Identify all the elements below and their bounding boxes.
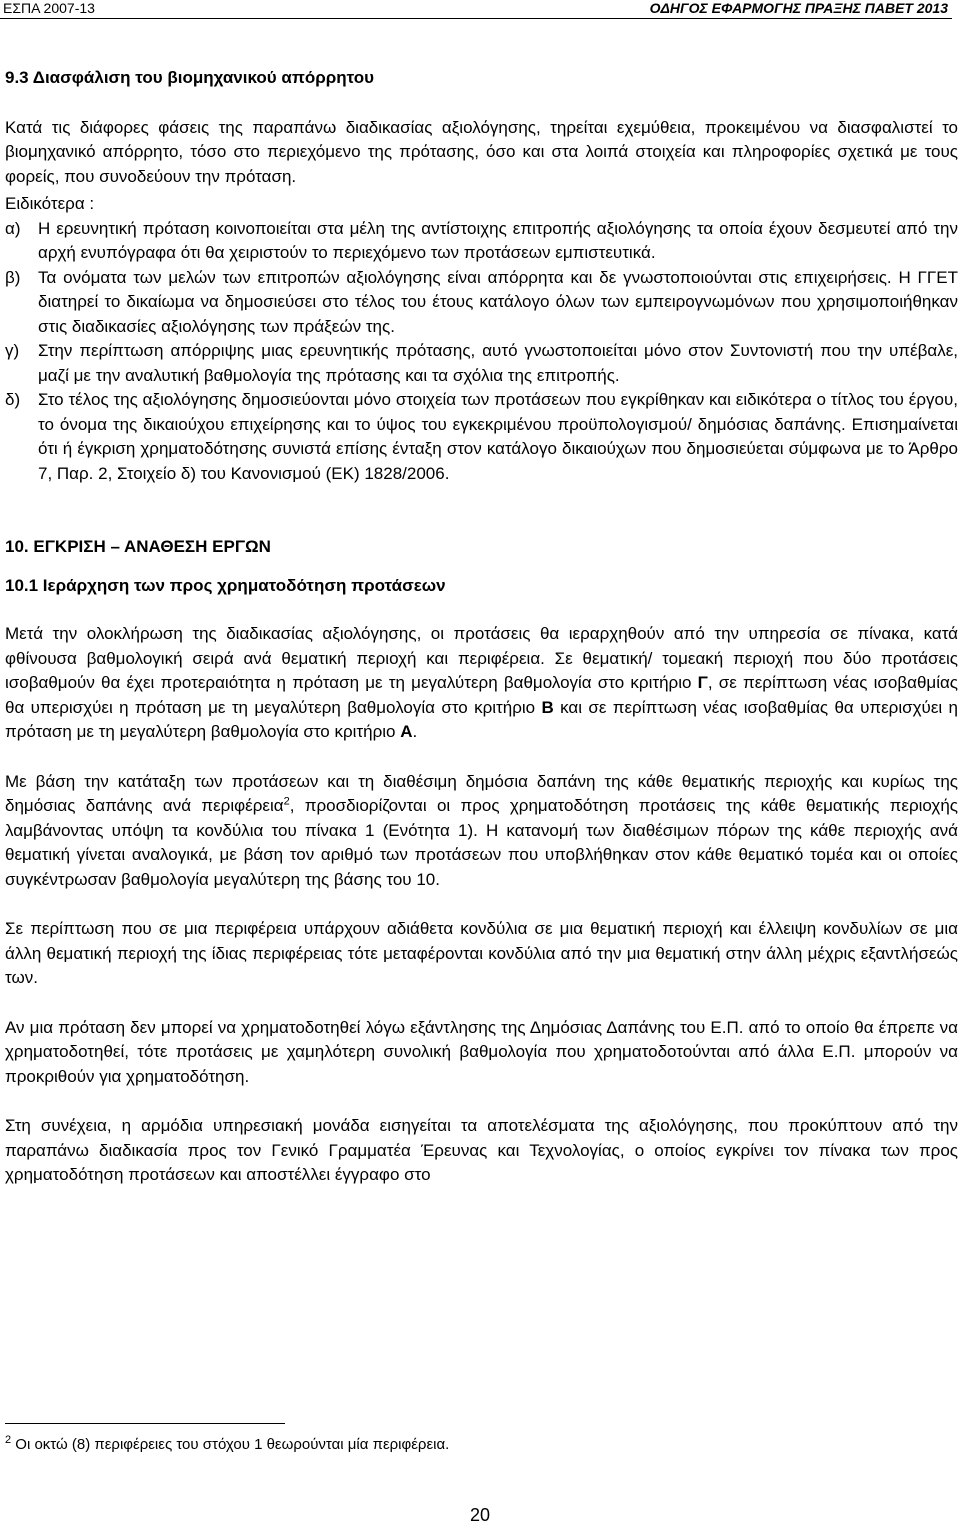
ranking-text-d: . [412, 722, 418, 741]
header-rule [0, 18, 952, 19]
footnote-number: 2 [5, 1434, 12, 1446]
footnote [5, 1436, 449, 1453]
criterion-a: Α [400, 722, 413, 741]
list-item [5, 217, 958, 266]
ranking-text-c: και σε περίπτωση νέας ισοβαθμίας θα υπερισχύει η πρόταση με τη μεγαλύτερη βαθμολογία στο κριτήριο [5, 697, 958, 741]
ranking-text-a: Μετά την ολοκλήρωση της διαδικασίας αξιολόγησης, οι προτάσεις θα ιεραρχηθούν από την υπηρεσία σε πίνακα, κατά φθίνουσα βαθμολογική σειρά ανά θεματική περιοχή και περιφέρεια. Σε θεματική/ τομεακή περιοχή που δύο προτάσεις ισοβαθμούν θα έχει προτεραιότητα η πρόταση με τη μεγαλύτερη βαθμολογία στο κριτήριο [5, 624, 958, 692]
approval-paragraph: Στη συνέχεια, η αρμόδια υπηρεσιακή μονάδα εισηγείται τα αποτελέσματα της αξιολόγησης, που προκύπτουν από την παραπάνω διαδικασία προς τον Γενικό Γραμματέα Έρευνας και Τεχνολογίας, ο οποίος εγκρίνει τον πίνακα των προς χρηματοδότηση προτάσεων και αποστέλλει έγγραφο στο [5, 1116, 958, 1184]
allocation-text-a: Με βάση την κατάταξη των προτάσεων και τη διαθέσιμη δημόσια δαπάνη της κάθε θεματικής περιοχής και κυρίως της δημόσιας δαπάνης ανά περιφέρεια [5, 771, 958, 815]
section-9-3-title: 9.3 Διασφάλιση του βιομηχανικού απόρρητου [5, 68, 375, 87]
header-guide-title: ΟΔΗΓΟΣ ΕΦΑΡΜΟΓΗΣ ΠΡΑΞΗΣ ΠΑΒΕΤ 2013 [649, 0, 948, 16]
list-marker: α) [5, 218, 21, 238]
section-9-3-lead: Ειδικότερα : [5, 194, 95, 213]
footnote-ref: 2 [283, 795, 290, 808]
list-marker: γ) [5, 341, 20, 360]
header-program: ΕΣΠΑ 2007-13 [3, 0, 95, 16]
footnote-rule [5, 1423, 285, 1424]
allocation-paragraph [5, 770, 958, 893]
list-item [5, 339, 958, 388]
footnote-text: Οι οκτώ (8) περιφέρειες του στόχου 1 θεωρούνται μία περιφέρεια. [11, 1436, 450, 1453]
list-text: Στο τέλος της αξιολόγησης δημοσιεύονται μόνο στοιχεία των προτάσεων που εγκρίθηκαν και ειδικότερα ο τίτλος του έργου, το όνομα της δικαιούχου επιχείρησης και το ύψος του εγκεκριμένου προϋπολογισμού/ δημόσιας δαπάνης. Επισημαίνεται ότι ή έγκριση χρηματοδότησης συνιστά επίσης ένταξη στον κατάλογο δικαιούχων που δημοσιεύεται σύμφωνα με το Άρθρο 7, Παρ. 2, Στοιχείο δ) του Κανονισμού (ΕΚ) 1828/2006. [38, 390, 958, 483]
list-item [5, 266, 958, 340]
exhaustion-paragraph: Αν μια πρόταση δεν μπορεί να χρηματοδοτηθεί λόγω εξάντλησης της Δημόσιας Δαπάνης του Ε.Π. από το οποίο θα έπρεπε να χρηματοδοτηθεί, τότε προτάσεις με χαμηλότερη συνολική βαθμολογία που χρηματοδοτούνται από άλλα Ε.Π. μπορούν να προκριθούν για χρηματοδότηση. [5, 1017, 958, 1086]
list-text: Τα ονόματα των μελών των επιτροπών αξιολόγησης είναι απόρρητα και δε γνωστοποιούνται στις επιχειρήσεις. Η ΓΓΕΤ διατηρεί το δικαίωμα να δημοσιεύσει στο τέλος του έτους κατάλογο όλων των εμπειρογνωμόνων που χρησιμοποιήθηκαν στις διαδικασίες αξιολόγησης των πράξεών της. [38, 267, 958, 336]
list-marker: δ) [5, 390, 21, 409]
list-text: Η ερευνητική πρόταση κοινοποιείται στα μέλη της αντίστοιχης επιτροπής αξιολόγησης τα οποία έχουν δεσμευτεί από την αρχή ενυπόγραφα ότι θα χειριστούν το περιεχόμενο των προτάσεων εμπιστευτικά. [38, 218, 958, 262]
list-text: Στην περίπτωση απόρριψης μιας ερευνητικής πρότασης, αυτό γνωστοποιείται μόνο στον Συντονιστή που την υπέβαλε, μαζί με την αναλυτική βαθμολογία της πρότασης και τα σχόλια της επιτροπής. [38, 341, 958, 385]
criterion-b: Β [541, 697, 554, 717]
criterion-c: Γ [697, 673, 708, 692]
ranking-text-b: , σε περίπτωση νέας ισοβαθμίας θα υπερισχύει η πρόταση με τη μεγαλύτερη βαθμολογία στο κριτήριο [5, 673, 958, 717]
list-marker: β) [5, 267, 21, 287]
transfer-paragraph: Σε περίπτωση που σε μια περιφέρεια υπάρχουν αδιάθετα κονδύλια σε μια θεματική περιοχή και έλλειψη κονδυλίων σε μια άλλη θεματική περιοχή της ίδιας περιφέρειας τότε μεταφέρονται κονδύλια από την μια θεματική στην άλλη μέχρις εξαντλήσεώς των. [5, 919, 958, 987]
ranking-paragraph [5, 622, 958, 745]
allocation-text-b: , προσδιορίζονται οι προς χρηματοδότηση προτάσεις της κάθε θεματικής περιοχής λαμβάνοντας υπόψη τα κονδύλια του πίνακα 1 (Ενότητα 1). Η κατανομή των διαθέσιμων πόρων της κάθε περιοχής ανά θεματική γίνεται αναλογικά, με βάση τον αριθμό των προτάσεων που υποβλήθηκαν στον κάθε θεματικό τομέα και οι οποίες συγκέντρωσαν βαθμολογία μεγαλύτερη της βάσης του 10. [5, 796, 958, 889]
section-10-1-title: 10.1 Ιεράρχηση των προς χρηματοδότηση προτάσεων [5, 575, 446, 595]
list-item [5, 388, 958, 486]
confidentiality-list [5, 217, 958, 487]
page-number: 20 [469, 1505, 491, 1525]
section-9-3-intro: Κατά τις διάφορες φάσεις της παραπάνω διαδικασίας αξιολόγησης, τηρείται εχεμύθεια, προκειμένου να διασφαλιστεί το βιομηχανικό απόρρητο, τόσο στο περιεχόμενο της πρότασης, όσο και στα λοιπά στοιχεία και πληροφορίες σχετικά με τους φορείς, που συνοδεύουν την πρόταση. [5, 117, 958, 186]
page-header [0, 0, 960, 20]
section-10-title: 10. ΕΓΚΡΙΣΗ – ΑΝΑΘΕΣΗ ΕΡΓΩΝ [5, 537, 271, 556]
page-body [5, 66, 958, 1188]
